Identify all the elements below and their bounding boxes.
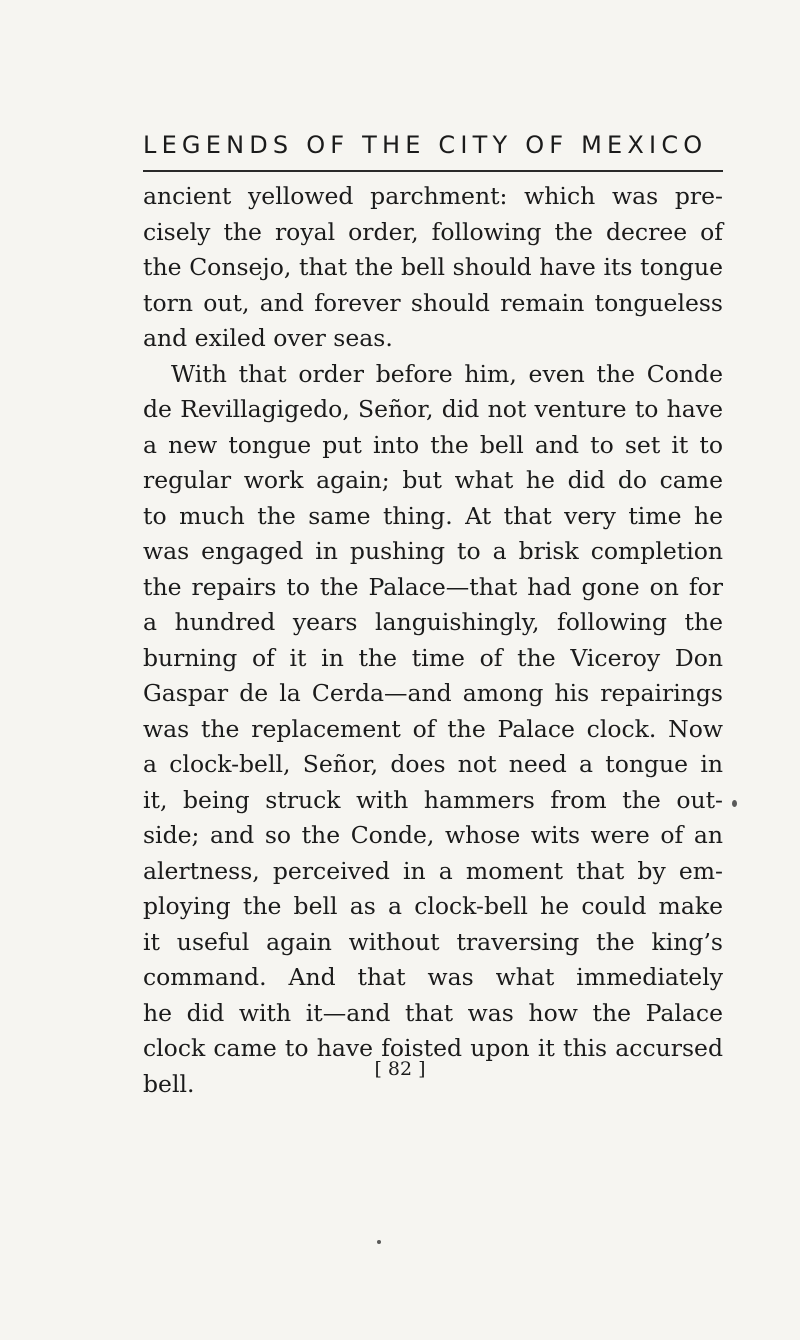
header-rule xyxy=(143,170,723,172)
text-line: alertness, perceived in a moment that by em- xyxy=(143,856,723,885)
body-text xyxy=(143,179,723,1102)
text-line: and exiled over seas. xyxy=(143,324,393,352)
text-line: a clock-bell, Señor, does not need a tongue in xyxy=(143,750,723,778)
text-line: it, being struck with hammers from the out- xyxy=(143,785,723,814)
text-line: ploying the bell as a clock-bell he could make xyxy=(143,892,723,920)
running-head: LEGENDS OF THE CITY OF MEXICO xyxy=(143,131,708,159)
text-line: to much the same thing. At that very time he xyxy=(143,501,723,530)
text-line: With that order before him, even the Conde xyxy=(171,359,723,388)
text-line: regular work again; but what he did do came xyxy=(143,466,723,494)
text-line: de Revillagigedo, Señor, did not venture to have xyxy=(143,395,723,423)
text-line: bell. xyxy=(143,1069,195,1098)
text-line: Gaspar de la Cerda—and among his repairings xyxy=(143,679,723,707)
text-line: torn out, and forever should remain tongueless xyxy=(143,288,723,317)
text-line: the Consejo, that the bell should have its tongue xyxy=(143,253,723,281)
paper-speck xyxy=(732,800,737,807)
text-line: the repairs to the Palace—that had gone on for xyxy=(143,572,723,601)
text-line: burning of it in the time of the Viceroy Don xyxy=(143,643,723,672)
text-line: it useful again without traversing the king’s xyxy=(143,927,723,956)
text-line: was engaged in pushing to a brisk completion xyxy=(143,537,723,565)
text-line: a new tongue put into the bell and to set it to xyxy=(143,430,723,459)
page-number: [ 82 ] xyxy=(374,1058,426,1080)
text-line: side; and so the Conde, whose wits were of an xyxy=(143,821,723,849)
text-line: ancient yellowed parchment: which was pre- xyxy=(143,182,723,210)
text-line: clock came to have foisted upon it this accursed xyxy=(143,1034,723,1062)
text-line: cisely the royal order, following the decree of xyxy=(143,217,723,246)
paper-speck xyxy=(377,1240,381,1244)
text-line: a hundred years languishingly, following the xyxy=(143,608,723,636)
text-line: command. And that was what immediately xyxy=(143,963,723,991)
text-line: he did with it—and that was how the Palace xyxy=(143,998,723,1027)
text-line: was the replacement of the Palace clock. Now xyxy=(143,714,723,743)
